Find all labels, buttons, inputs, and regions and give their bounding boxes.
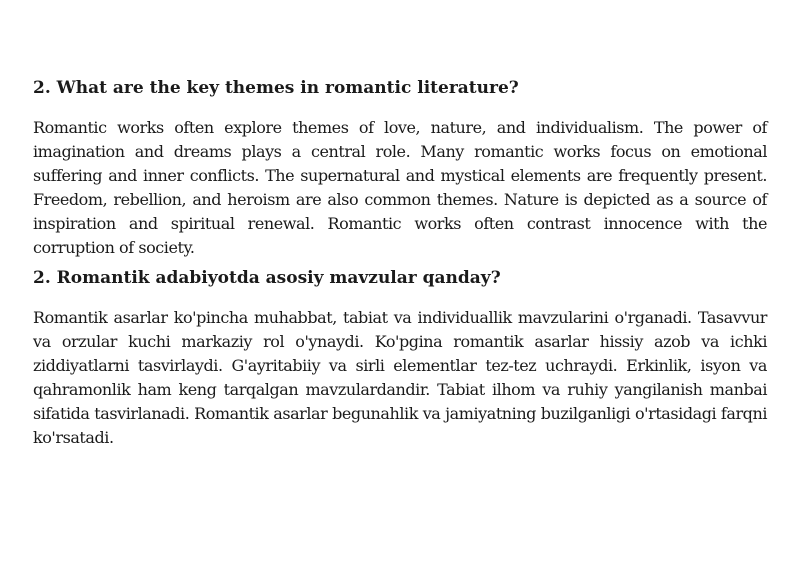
- section-paragraph-english: Romantic works often explore themes of love, nature, and individualism. The power of imagination and dreams plays a central role. Many romantic works focus on emotional suffering and inner conflicts. The supernatural and mystical elements are frequently present. Freedom, rebellion, and heroism are also common themes. Nature is depicted as a source of inspiration and spiritual renewal. Romantic works often contrast innocence with the corruption of society.: [33, 118, 767, 257]
- document-page: [33, 76, 767, 450]
- section-heading-uzbek: 2. Romantik adabiyotda asosiy mavzular qanday?: [33, 268, 501, 288]
- section-heading-english: 2. What are the key themes in romantic literature?: [33, 78, 519, 98]
- section-paragraph-uzbek: Romantik asarlar ko'pincha muhabbat, tabiat va individuallik mavzularini o'rganadi. Tasavvur va orzular kuchi markaziy rol o'ynaydi. Ko'pgina romantik asarlar hissiy azob va ichki ziddiyatlarni tasvirlaydi. G'ayritabiiy va sirli elementlar tez-tez uchraydi. Erkinlik, isyon va qahramonlik ham keng tarqalgan mavzulardandir. Tabiat ilhom va ruhiy yangilanish manbai sifatida tasvirlanadi. Romantik asarlar begunahlik va jamiyatning buzilganligi o'rtasidagi farqni ko'rsatadi.: [33, 308, 767, 447]
